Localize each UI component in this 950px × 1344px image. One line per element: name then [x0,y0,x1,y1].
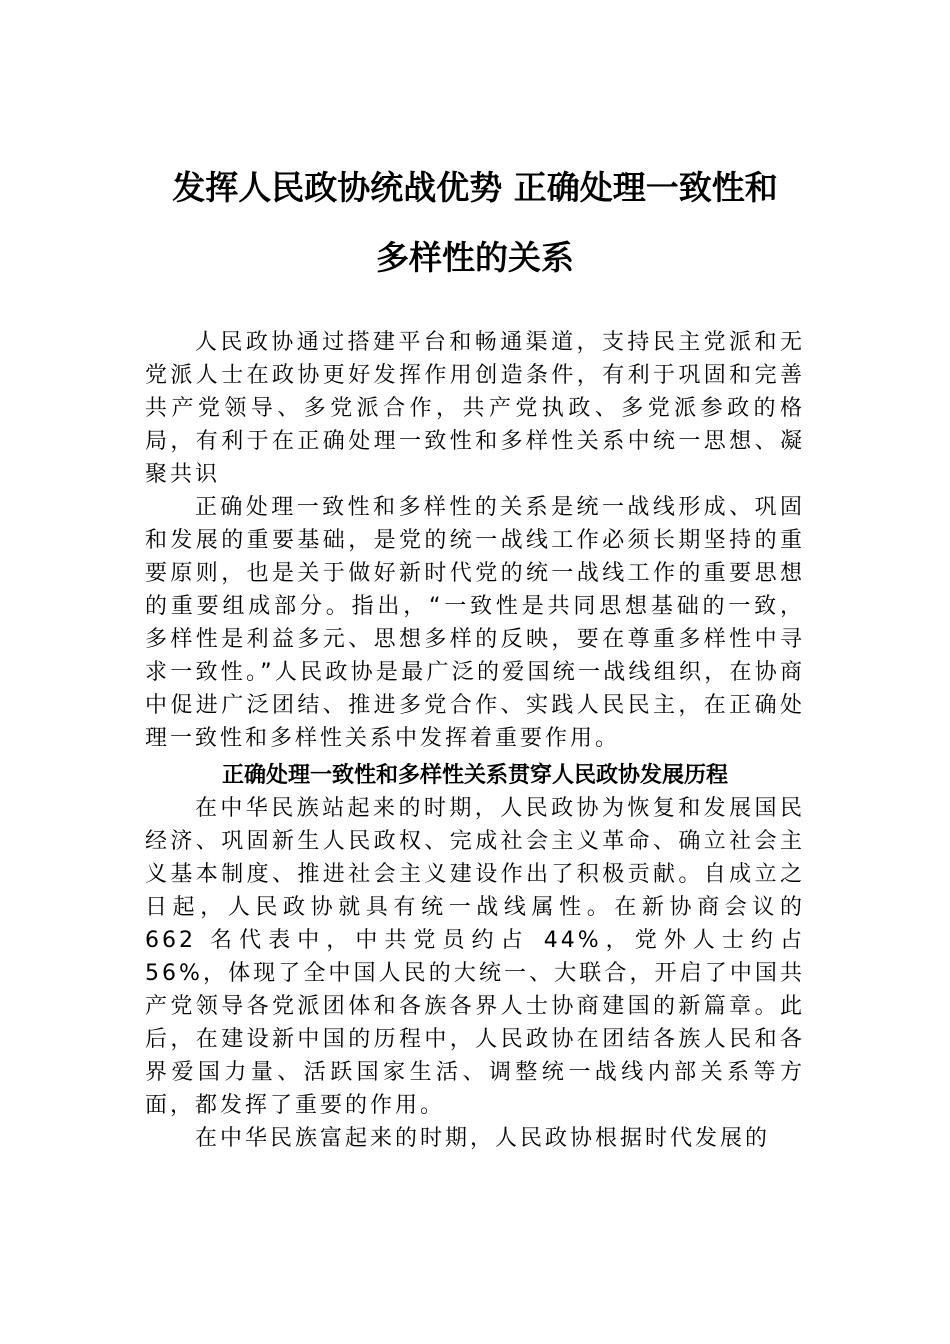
document-title-line2: 多样性的关系 [376,238,574,277]
paragraph-intro-2: 正确处理一致性和多样性的关系是统一战线形成、巩固和发展的重要基础，是党的统一战线工作必须长期坚持的重要原则，也是关于做好新时代党的统一战线工作的重要思想的重要组成部分。指出，“一致性是共同思想基础的一致，多样性是利益多元、思想多样的反映，要在尊重多样性中寻求一致性。”人民政协是最广泛的爱国统一战线组织，在协商中促进广泛团结、推进多党合作、实践人民民主，在正确处理一致性和多样性关系中发挥着重要作用。 [145,495,805,751]
paragraph-section-1: 在中华民族站起来的时期，人民政协为恢复和发展国民经济、巩固新生人民政权、完成社会主义革命、确立社会主义基本制度、推进社会主义建设作出了积极贡献。自成立之日起，人民政协就具有统一战线属性。在新协商会议的 662 名代表中，中共党员约占 44%，党外人士约占 56%，体现了全中国人民的大统一、大联合，开启了中国共产党领导各党派团体和各族各界人士协商建国的新篇章。此后，在建设新中国的历程中，人民政协在团结各族人民和各界爱国力量、活跃国家生活、调整统一战线内部关系等方面，都发挥了重要的作用。 [145,796,805,1118]
paragraph-section-2: 在中华民族富起来的时期，人民政协根据时代发展的 [195,1126,771,1151]
paragraph-intro-1: 人民政协通过搭建平台和畅通渠道，支持民主党派和无党派人士在政协更好发挥作用创造条件，有利于巩固和完善共产党领导、多党派合作，共产党执政、多党派参政的格局，有利于在正确处理一致性和多样性关系中统一思想、凝聚共识 [145,330,805,487]
document-body [145,326,805,1155]
document-title-line1: 发挥人民政协统战优势 正确处理一致性和 [172,168,778,207]
section-heading: 正确处理一致性和多样性关系贯穿人民政协发展历程 [221,763,728,788]
